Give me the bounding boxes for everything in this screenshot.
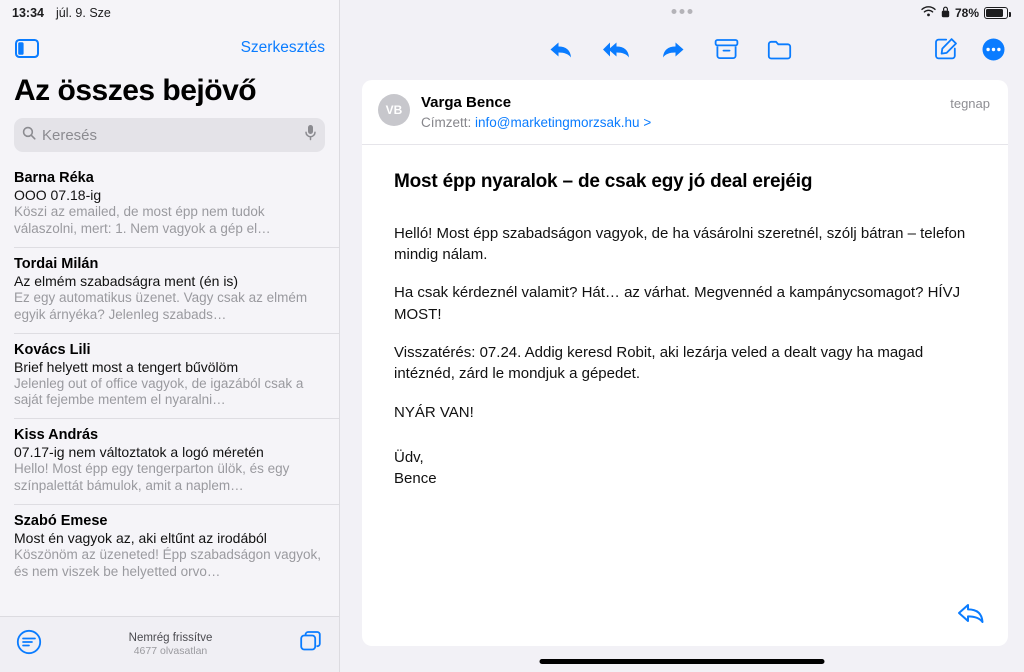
list-item-preview: Ez egy automatikus üzenet. Vagy csak az elmém egyik árnyéka? Jelenleg szabads… — [14, 289, 308, 322]
recipient-address[interactable]: info@marketingmorzsak.hu — [475, 114, 640, 130]
update-status-text: Nemrég frissítve — [128, 632, 213, 644]
unread-count-text: 4677 olvasatlan — [133, 645, 208, 657]
new-window-icon[interactable] — [299, 630, 323, 659]
message-date: tegnap — [950, 96, 990, 111]
search-icon — [22, 126, 36, 145]
list-item-subject: Most én vagyok az, aki eltűnt az irodából — [14, 530, 267, 546]
list-item-subject: Brief helyett most a tengert bűvölöm — [14, 358, 239, 375]
list-item-subject: Az elmém szabadságra ment (én is) — [14, 272, 239, 289]
message-signature: Bence — [394, 470, 437, 488]
edit-button[interactable]: Szerkesztés — [240, 39, 325, 56]
mailbox-status — [42, 632, 299, 657]
reply-all-icon[interactable] — [602, 39, 632, 60]
message-paragraph: Helló! Most épp szabadságon vagyok, de ha vásárolni szeretnél, szólj bátran – telefon mindig nálam. — [394, 224, 966, 264]
sidebar-toggle-icon[interactable] — [14, 37, 40, 59]
message-paragraph: NYÁR VAN! — [394, 403, 474, 421]
multitask-grabber-icon[interactable] — [672, 9, 693, 14]
list-item-sender: Kovács Lili — [14, 341, 91, 358]
message-pane — [340, 0, 1024, 672]
message-sender: Varga Bence — [421, 94, 512, 111]
list-item-sender: Tordai Milán — [14, 255, 99, 272]
list-item-sender: Barna Réka — [14, 170, 94, 186]
mailbox-sidebar — [0, 0, 340, 672]
message-card — [362, 80, 1008, 646]
filter-icon[interactable] — [16, 629, 42, 660]
avatar: VB — [378, 94, 410, 126]
archive-icon[interactable] — [714, 38, 739, 60]
status-bar-left — [0, 0, 339, 26]
recipient-label: Címzett: — [421, 114, 472, 130]
message-header — [362, 80, 1008, 145]
search-placeholder: Keresés — [42, 126, 98, 144]
message-body — [362, 145, 1008, 646]
home-indicator — [540, 659, 825, 664]
list-item-subject: OOO 07.18-ig — [14, 187, 102, 203]
reply-floating-button[interactable] — [956, 601, 986, 630]
message-subject: Most épp nyaralok – de csak egy jó deal erejéig — [394, 170, 813, 192]
status-date: júl. 9. Sze — [55, 6, 111, 20]
list-item[interactable] — [14, 248, 339, 334]
status-bar-right — [340, 0, 1024, 26]
status-indicators — [921, 6, 1008, 21]
microphone-icon[interactable] — [304, 124, 317, 146]
page-title: Az összes bejövő — [14, 74, 257, 107]
list-item[interactable] — [14, 334, 339, 420]
message-list[interactable] — [0, 162, 339, 616]
list-item[interactable] — [14, 419, 339, 505]
battery-lock-icon — [941, 6, 950, 21]
message-header-text — [421, 94, 950, 130]
chevron-right-icon[interactable]: > — [643, 114, 652, 130]
list-item-preview: Köszönöm az üzeneted! Épp szabadságon vagyok, és nem viszek be helyetted orvo… — [14, 547, 321, 579]
wifi-icon — [921, 6, 936, 20]
list-item-preview: Jelenleg out of office vagyok, de igazából csak a saját fejembe mentem el nyaralni… — [14, 375, 304, 408]
list-item-preview: Köszi az emailed, de most épp nem tudok válaszolni, mert: 1. Nem vagyok a gép el… — [14, 204, 271, 236]
list-item[interactable] — [14, 162, 339, 248]
more-circle-icon[interactable] — [981, 37, 1006, 62]
list-item-sender: Kiss András — [14, 427, 99, 444]
message-toolbar — [340, 26, 1024, 72]
list-item-sender: Szabó Emese — [14, 513, 108, 529]
battery-icon — [984, 7, 1008, 19]
sidebar-toolbar — [0, 26, 339, 70]
message-paragraph: Visszatérés: 07.24. Addig keresd Robit, aki lezárja veled a dealt vagy ha magad intéznéd, zárd le mondjuk a gépedet. — [394, 343, 924, 383]
forward-icon[interactable] — [660, 39, 686, 60]
sidebar-bottom-bar — [0, 616, 339, 672]
message-paragraph: Ha csak kérdeznél valamit? Hát… az várhat. Megvennéd a kampánycsomagot? HÍVJ MOST! — [394, 284, 961, 323]
search-input[interactable] — [14, 118, 325, 152]
status-time: 13:34 — [12, 6, 44, 20]
list-item-preview: Hello! Most épp egy tengerparton ülök, és egy színpalettát bámulok, amit a naplem… — [14, 461, 290, 494]
message-recipients[interactable] — [421, 115, 950, 130]
list-item[interactable] — [14, 505, 339, 590]
list-item-subject: 07.17-ig nem változtatok a logó méretén — [14, 444, 264, 461]
reply-icon[interactable] — [548, 39, 574, 60]
folder-icon[interactable] — [767, 39, 792, 60]
battery-percent: 78% — [954, 6, 979, 20]
compose-icon[interactable] — [934, 37, 959, 61]
message-signoff: Üdv, — [394, 448, 424, 466]
search-container — [0, 118, 339, 162]
